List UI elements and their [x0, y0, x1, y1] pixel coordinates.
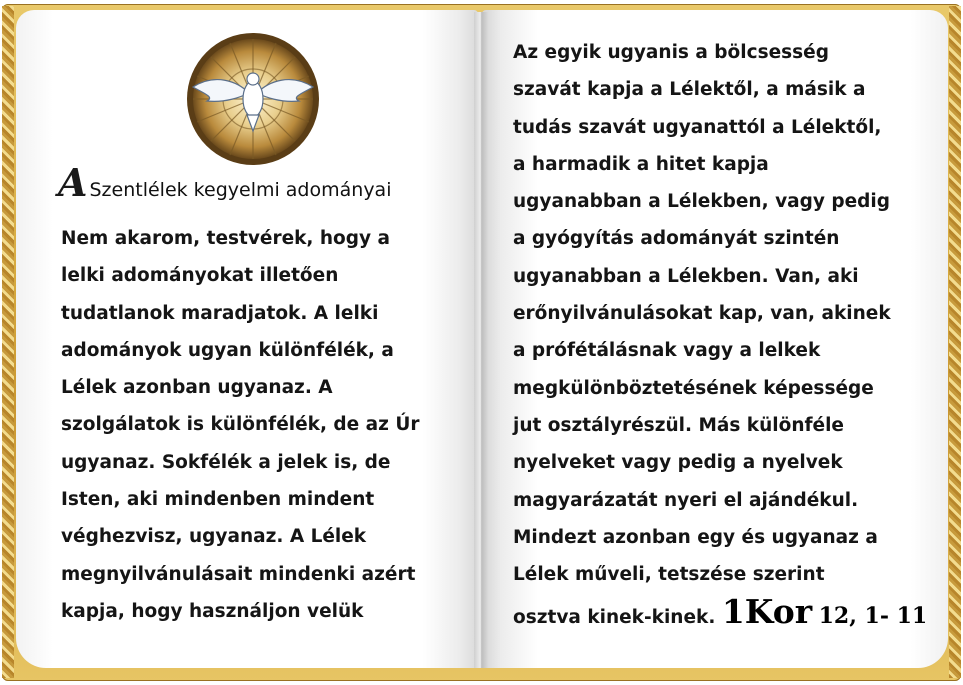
text-line: Nem akarom, testvérek, hogy a — [61, 228, 390, 249]
text-line: jut osztályrészül. Más különféle — [513, 414, 844, 436]
text-line: a harmadik a hitet kapja — [513, 153, 769, 175]
text-line: szavát kapja a Lélektől, a másik a — [513, 79, 866, 101]
text-line: Lélek azonban ugyanaz. A — [61, 377, 333, 399]
book-spine — [474, 12, 488, 668]
text-line: Az egyik ugyanis a bölcsesség — [513, 42, 829, 63]
text-line: Isten, aki mindenben mindent — [61, 489, 375, 511]
last-line-text: osztva kinek-kinek. — [513, 607, 716, 629]
heading-title: Szentlélek kegyelmi adományai — [89, 179, 392, 201]
text-line-with-reference — [513, 593, 933, 636]
text-line: nyelveket vagy pedig a nyelvek — [513, 452, 843, 474]
text-line: véghezvisz, ugyanaz. A Lélek — [61, 526, 367, 548]
text-line: ugyanaz. Sokfélék a jelek is, de — [61, 451, 391, 473]
text-line: adományok ugyan különfélék, a — [61, 339, 394, 361]
text-line: Lélek műveli, tetszése szerint — [513, 564, 825, 586]
text-line: tudás szavát ugyanattól a Lélektől, — [513, 116, 882, 138]
cover-right-edge — [949, 6, 961, 678]
dropcap-letter: A — [58, 160, 88, 205]
text-line: erőnyilvánulásokat kap, van, akinek — [513, 303, 891, 325]
text-line: ugyanabban a Lélekben, vagy pedig — [513, 191, 890, 213]
cover-left-edge — [2, 6, 14, 678]
scripture-reference-book: 1Kor — [721, 592, 813, 632]
page-heading — [58, 160, 478, 205]
text-line: a prófétálásnak vagy a lelkek — [513, 340, 821, 362]
text-line: szolgálatok is különfélék, de az Úr — [61, 414, 420, 436]
left-page-text — [61, 220, 461, 630]
right-page-text — [513, 34, 933, 637]
text-line: magyarázatát nyeri el ajándékul. — [513, 489, 859, 511]
holy-spirit-dove-icon — [185, 31, 321, 167]
text-line: tudatlanok maradjatok. A lelki — [61, 302, 379, 324]
text-line: kapja, hogy használjon velük — [61, 600, 364, 622]
text-line: megnyilvánulásait mindenki azért — [61, 563, 416, 585]
scripture-reference-verses: 12, 1- 11 — [818, 603, 928, 630]
text-line: megkülönböztetésének képessége — [513, 377, 874, 399]
text-line: a gyógyítás adományát szintén — [513, 228, 840, 250]
text-line: ugyanabban a Lélekben. Van, aki — [513, 265, 859, 287]
text-line: lelki adományokat illetően — [61, 265, 339, 287]
text-line: Mindezt azonban egy és ugyanaz a — [513, 526, 878, 548]
